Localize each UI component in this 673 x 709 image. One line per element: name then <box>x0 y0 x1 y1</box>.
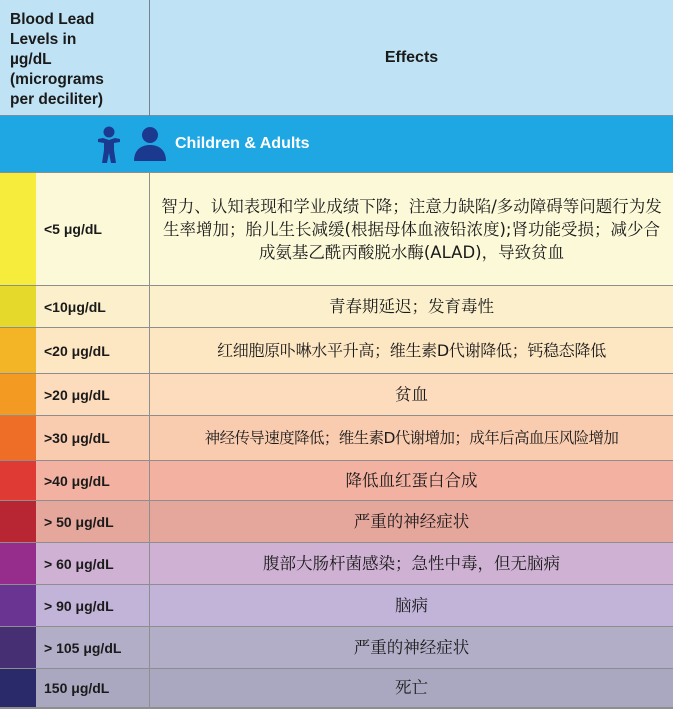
level-cell: <20 μg/dL <box>36 328 150 373</box>
table-row <box>0 542 673 584</box>
effect-cell: 脑病 <box>395 595 428 615</box>
adult-icon <box>132 126 168 162</box>
level-color-swatch <box>0 543 36 584</box>
level-cell: > 60 μg/dL <box>36 543 150 584</box>
level-header-line: per deciliter) <box>10 91 104 108</box>
effect-cell: 贫血 <box>395 384 428 404</box>
level-cell: >30 μg/dL <box>36 416 150 460</box>
table-row <box>0 415 673 460</box>
level-column-header <box>0 0 150 116</box>
table-row <box>0 500 673 542</box>
effect-cell: 严重的神经症状 <box>353 511 470 531</box>
level-color-swatch <box>0 501 36 542</box>
level-color-swatch <box>0 416 36 460</box>
effect-cell: 红细胞原卟啉水平升高；维生素D代谢降低；钙稳态降低 <box>217 340 606 360</box>
effect-cell: 神经传导速度降低；维生素D代谢增加；成年后高血压风险增加 <box>204 429 619 447</box>
level-cell: <10μg/dL <box>36 286 150 327</box>
level-cell: > 50 μg/dL <box>36 501 150 542</box>
level-color-swatch <box>0 669 36 707</box>
level-color-swatch <box>0 173 36 285</box>
table-row <box>0 668 673 707</box>
table-row <box>0 172 673 285</box>
table-row <box>0 584 673 626</box>
level-color-swatch <box>0 585 36 626</box>
level-header-line: Levels in <box>10 31 77 48</box>
band-label: Children & Adults <box>175 135 310 152</box>
child-icon <box>96 126 122 164</box>
level-header-line: µg/dL <box>10 51 52 68</box>
effect-cell: 青春期延迟；发育毒性 <box>329 296 494 316</box>
level-header-line: (micrograms <box>10 71 104 88</box>
effect-cell: 严重的神经症状 <box>353 637 470 657</box>
table-row <box>0 626 673 668</box>
children-adults-band <box>0 116 673 172</box>
level-color-swatch <box>0 286 36 327</box>
effect-cell: 降低血红蛋白合成 <box>345 470 478 490</box>
effect-cell: 死亡 <box>395 678 428 697</box>
table-row <box>0 327 673 373</box>
level-cell: <5 μg/dL <box>36 173 150 285</box>
effects-column-header <box>150 0 673 116</box>
effects-header-label: Effects <box>384 49 439 66</box>
level-color-swatch <box>0 461 36 500</box>
table-row <box>0 460 673 500</box>
level-color-swatch <box>0 627 36 668</box>
table-header <box>0 0 673 116</box>
effect-cell: 腹部大肠杆菌感染；急性中毒，但无脑病 <box>263 553 560 573</box>
level-cell: 150 μg/dL <box>36 669 150 707</box>
level-color-swatch <box>0 374 36 415</box>
level-cell: >40 μg/dL <box>36 461 150 500</box>
effect-cell: 智力、认知表现和学业成绩下降；注意力缺陷/多动障碍等问题行为发生率增加；胎儿生长减缓(根据母体血液铅浓度);肾功能受损；减少合成氨基乙酰丙酸脱水酶(ALAD)，导致贫血 <box>161 196 662 262</box>
table-row <box>0 373 673 415</box>
level-cell: > 90 μg/dL <box>36 585 150 626</box>
level-cell: >20 μg/dL <box>36 374 150 415</box>
level-cell: > 105 μg/dL <box>36 627 150 668</box>
level-color-swatch <box>0 328 36 373</box>
table-row <box>0 285 673 327</box>
level-header-line: Blood Lead <box>10 11 95 28</box>
